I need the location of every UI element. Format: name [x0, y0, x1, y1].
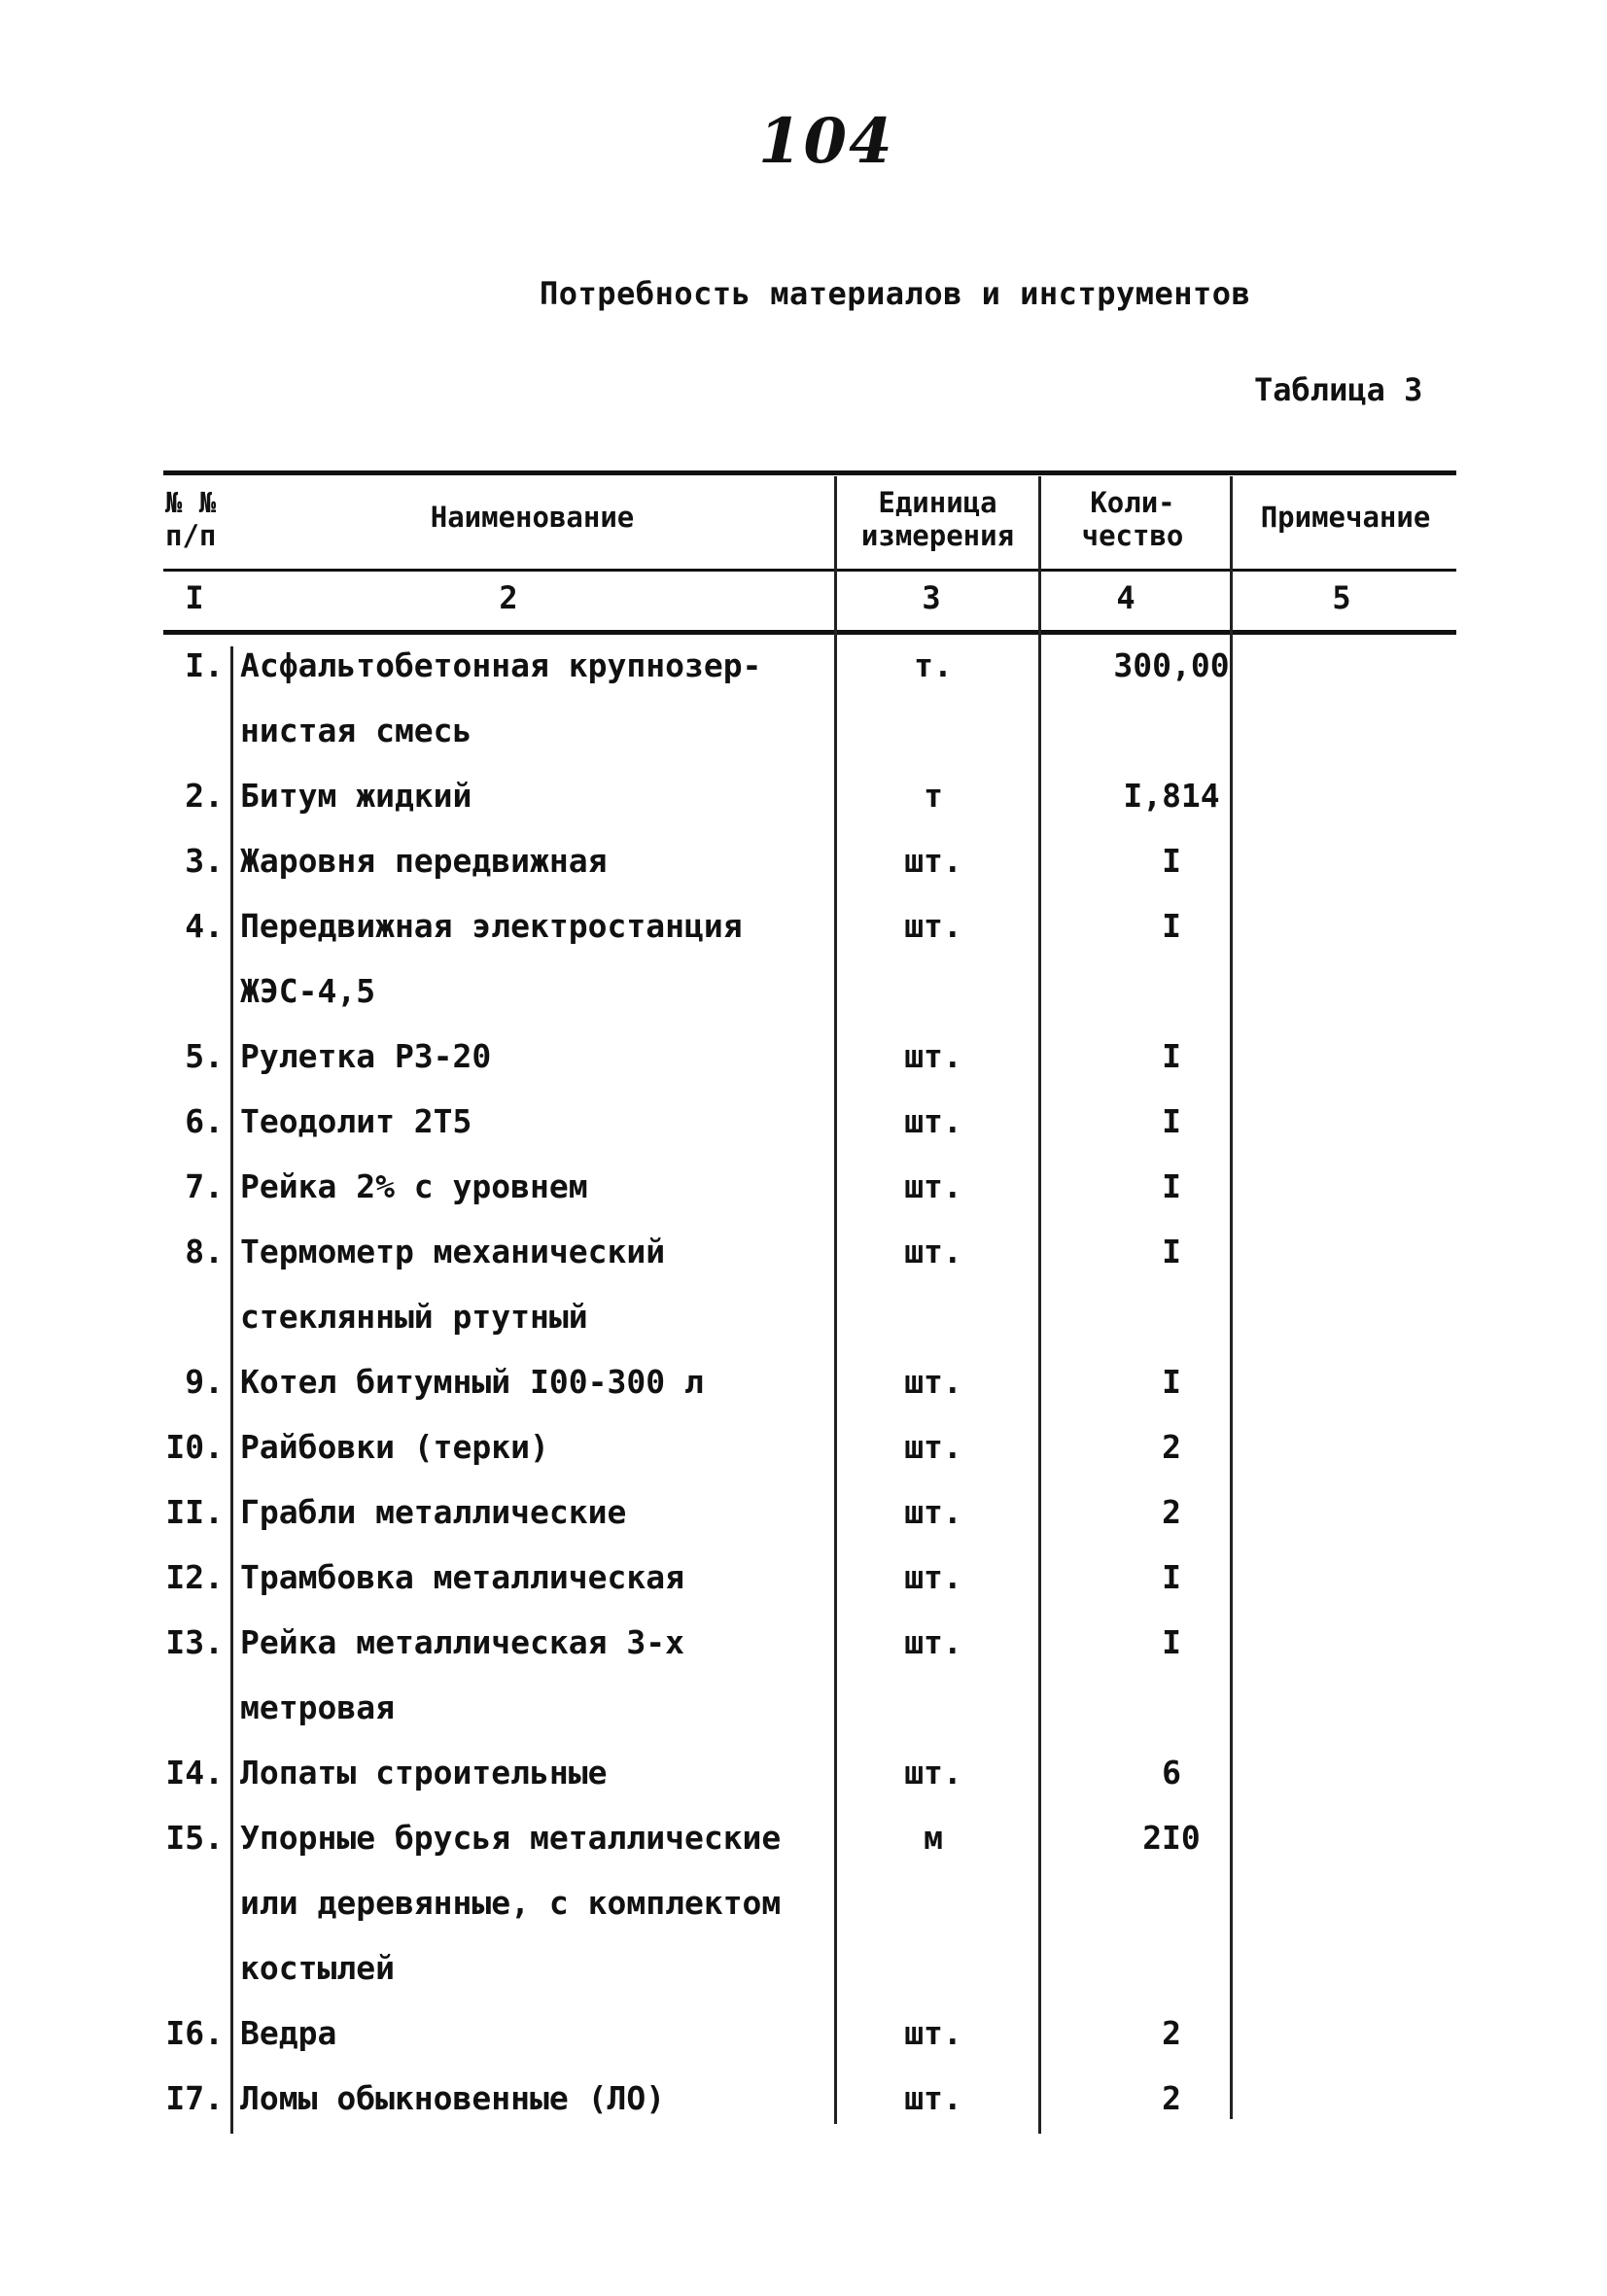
- row-name: Передвижная электростанция: [240, 907, 743, 945]
- table-row: [0, 1493, 1607, 1558]
- table-row-line: [0, 1233, 1607, 1298]
- row-number: I4.: [165, 1754, 224, 1792]
- table-row-line: [0, 712, 1607, 777]
- row-unit: шт.: [904, 1102, 962, 1140]
- row-quantity: I: [1162, 1167, 1181, 1205]
- row-number: II.: [165, 1493, 224, 1531]
- row-quantity: 300,00: [1113, 646, 1230, 684]
- row-name: или деревянные, с комплектом: [240, 1884, 782, 1922]
- table-row-line: [0, 1102, 1607, 1167]
- row-unit: шт.: [904, 1623, 962, 1661]
- row-name: нистая смесь: [240, 712, 472, 749]
- row-number: I5.: [165, 1819, 224, 1857]
- table-top-rule: [163, 470, 1456, 475]
- header-divider-rule: [163, 569, 1456, 572]
- table-row-line: [0, 972, 1607, 1037]
- table-row: [0, 1167, 1607, 1233]
- row-quantity: 6: [1162, 1754, 1181, 1792]
- row-quantity: I: [1162, 907, 1181, 945]
- row-unit: шт.: [904, 1167, 962, 1205]
- table-row: [0, 1102, 1607, 1167]
- table-row-line: [0, 1167, 1607, 1233]
- table-row: [0, 907, 1607, 1037]
- row-unit: шт.: [904, 2079, 962, 2117]
- row-quantity: I: [1162, 1102, 1181, 1140]
- table-row-line: [0, 1754, 1607, 1819]
- row-quantity: I: [1162, 1558, 1181, 1596]
- table-row-line: [0, 1623, 1607, 1688]
- table-row: [0, 1233, 1607, 1363]
- row-quantity: I,814: [1123, 777, 1220, 815]
- row-number: 3.: [185, 842, 224, 880]
- row-number: 2.: [185, 777, 224, 815]
- row-name: Термометр механический: [240, 1233, 666, 1270]
- colnum-1: I: [185, 579, 204, 616]
- row-number: I.: [185, 646, 224, 684]
- row-number: 6.: [185, 1102, 224, 1140]
- row-quantity: 2: [1162, 1493, 1181, 1531]
- row-unit: м: [924, 1819, 943, 1857]
- table-row-line: [0, 2014, 1607, 2079]
- header-num: № № п/п: [165, 486, 217, 552]
- table-row-line: [0, 1363, 1607, 1428]
- table-row-line: [0, 1493, 1607, 1558]
- table-row-line: [0, 1949, 1607, 2014]
- header-name: Наименование: [430, 501, 635, 534]
- table-row: [0, 1623, 1607, 1754]
- row-unit: т.: [914, 646, 953, 684]
- row-quantity: I: [1162, 1363, 1181, 1401]
- header-qty: Коли- чество: [1081, 486, 1184, 552]
- table-row-line: [0, 1428, 1607, 1493]
- table-row: [0, 646, 1607, 777]
- row-number: 4.: [185, 907, 224, 945]
- row-name: стеклянный ртутный: [240, 1298, 588, 1336]
- row-quantity: 2: [1162, 1428, 1181, 1466]
- table-row: [0, 777, 1607, 842]
- table-row: [0, 1037, 1607, 1102]
- table-row: [0, 1428, 1607, 1493]
- page-number: 104: [758, 105, 894, 178]
- header-note: Примечание: [1260, 501, 1431, 534]
- table-row-line: [0, 777, 1607, 842]
- row-name: костылей: [240, 1949, 395, 1987]
- row-number: I0.: [165, 1428, 224, 1466]
- row-unit: шт.: [904, 1428, 962, 1466]
- header-unit: Единица измерения: [860, 486, 1015, 552]
- row-name: Теодолит 2Т5: [240, 1102, 472, 1140]
- row-quantity: 2: [1162, 2079, 1181, 2117]
- row-unit: шт.: [904, 1037, 962, 1075]
- row-quantity: I: [1162, 1623, 1181, 1661]
- row-unit: шт.: [904, 1558, 962, 1596]
- row-name: Асфальтобетонная крупнозер-: [240, 646, 762, 684]
- row-name: Битум жидкий: [240, 777, 472, 815]
- colnum-3: 3: [922, 579, 941, 616]
- row-number: I2.: [165, 1558, 224, 1596]
- table-row: [0, 1558, 1607, 1623]
- row-number: I6.: [165, 2014, 224, 2052]
- row-name: Упорные брусья металлические: [240, 1819, 782, 1857]
- table-row: [0, 1363, 1607, 1428]
- row-quantity: 2I0: [1142, 1819, 1201, 1857]
- row-unit: шт.: [904, 1363, 962, 1401]
- row-name: Рейка металлическая 3-х: [240, 1623, 684, 1661]
- row-unit: шт.: [904, 1233, 962, 1270]
- colnum-4: 4: [1116, 579, 1135, 616]
- row-name: Райбовки (терки): [240, 1428, 549, 1466]
- table-row-line: [0, 1037, 1607, 1102]
- row-name: Рейка 2% с уровнем: [240, 1167, 588, 1205]
- table-row: [0, 842, 1607, 907]
- row-unit: т: [924, 777, 943, 815]
- row-unit: шт.: [904, 842, 962, 880]
- row-name: Трамбовка металлическая: [240, 1558, 684, 1596]
- row-name: ЖЭС-4,5: [240, 972, 376, 1010]
- row-name: Жаровня передвижная: [240, 842, 608, 880]
- table-row-line: [0, 842, 1607, 907]
- row-quantity: I: [1162, 842, 1181, 880]
- row-unit: шт.: [904, 907, 962, 945]
- row-number: 5.: [185, 1037, 224, 1075]
- table-row: [0, 2079, 1607, 2144]
- row-name: метровая: [240, 1688, 395, 1726]
- table-row-line: [0, 1819, 1607, 1884]
- table-row-line: [0, 646, 1607, 712]
- row-number: 9.: [185, 1363, 224, 1401]
- table-row-line: [0, 1298, 1607, 1363]
- row-name: Рулетка РЗ-20: [240, 1037, 492, 1075]
- table-row-line: [0, 2079, 1607, 2144]
- row-unit: шт.: [904, 1754, 962, 1792]
- row-quantity: I: [1162, 1037, 1181, 1075]
- row-name: Ведра: [240, 2014, 337, 2052]
- table-row: [0, 1819, 1607, 2014]
- row-number: I3.: [165, 1623, 224, 1661]
- row-number: 7.: [185, 1167, 224, 1205]
- document-title: Потребность материалов и инструментов: [540, 275, 1251, 312]
- colnum-5: 5: [1332, 579, 1351, 616]
- row-name: Ломы обыкновенные (ЛО): [240, 2079, 666, 2117]
- table-row-line: [0, 907, 1607, 972]
- row-name: Грабли металлические: [240, 1493, 627, 1531]
- row-quantity: 2: [1162, 2014, 1181, 2052]
- table-label: Таблица 3: [1254, 371, 1423, 408]
- table-row-line: [0, 1688, 1607, 1754]
- table-row: [0, 1754, 1607, 1819]
- table-row-line: [0, 1884, 1607, 1949]
- table-row-line: [0, 1558, 1607, 1623]
- table-row: [0, 2014, 1607, 2079]
- table-body: [0, 646, 1607, 2144]
- row-name: Лопаты строительные: [240, 1754, 608, 1792]
- colnum-2: 2: [499, 579, 518, 616]
- row-number: 8.: [185, 1233, 224, 1270]
- row-unit: шт.: [904, 1493, 962, 1531]
- row-number: I7.: [165, 2079, 224, 2117]
- row-name: Котел битумный I00-300 л: [240, 1363, 704, 1401]
- column-number-rule: [163, 630, 1456, 635]
- row-unit: шт.: [904, 2014, 962, 2052]
- row-quantity: I: [1162, 1233, 1181, 1270]
